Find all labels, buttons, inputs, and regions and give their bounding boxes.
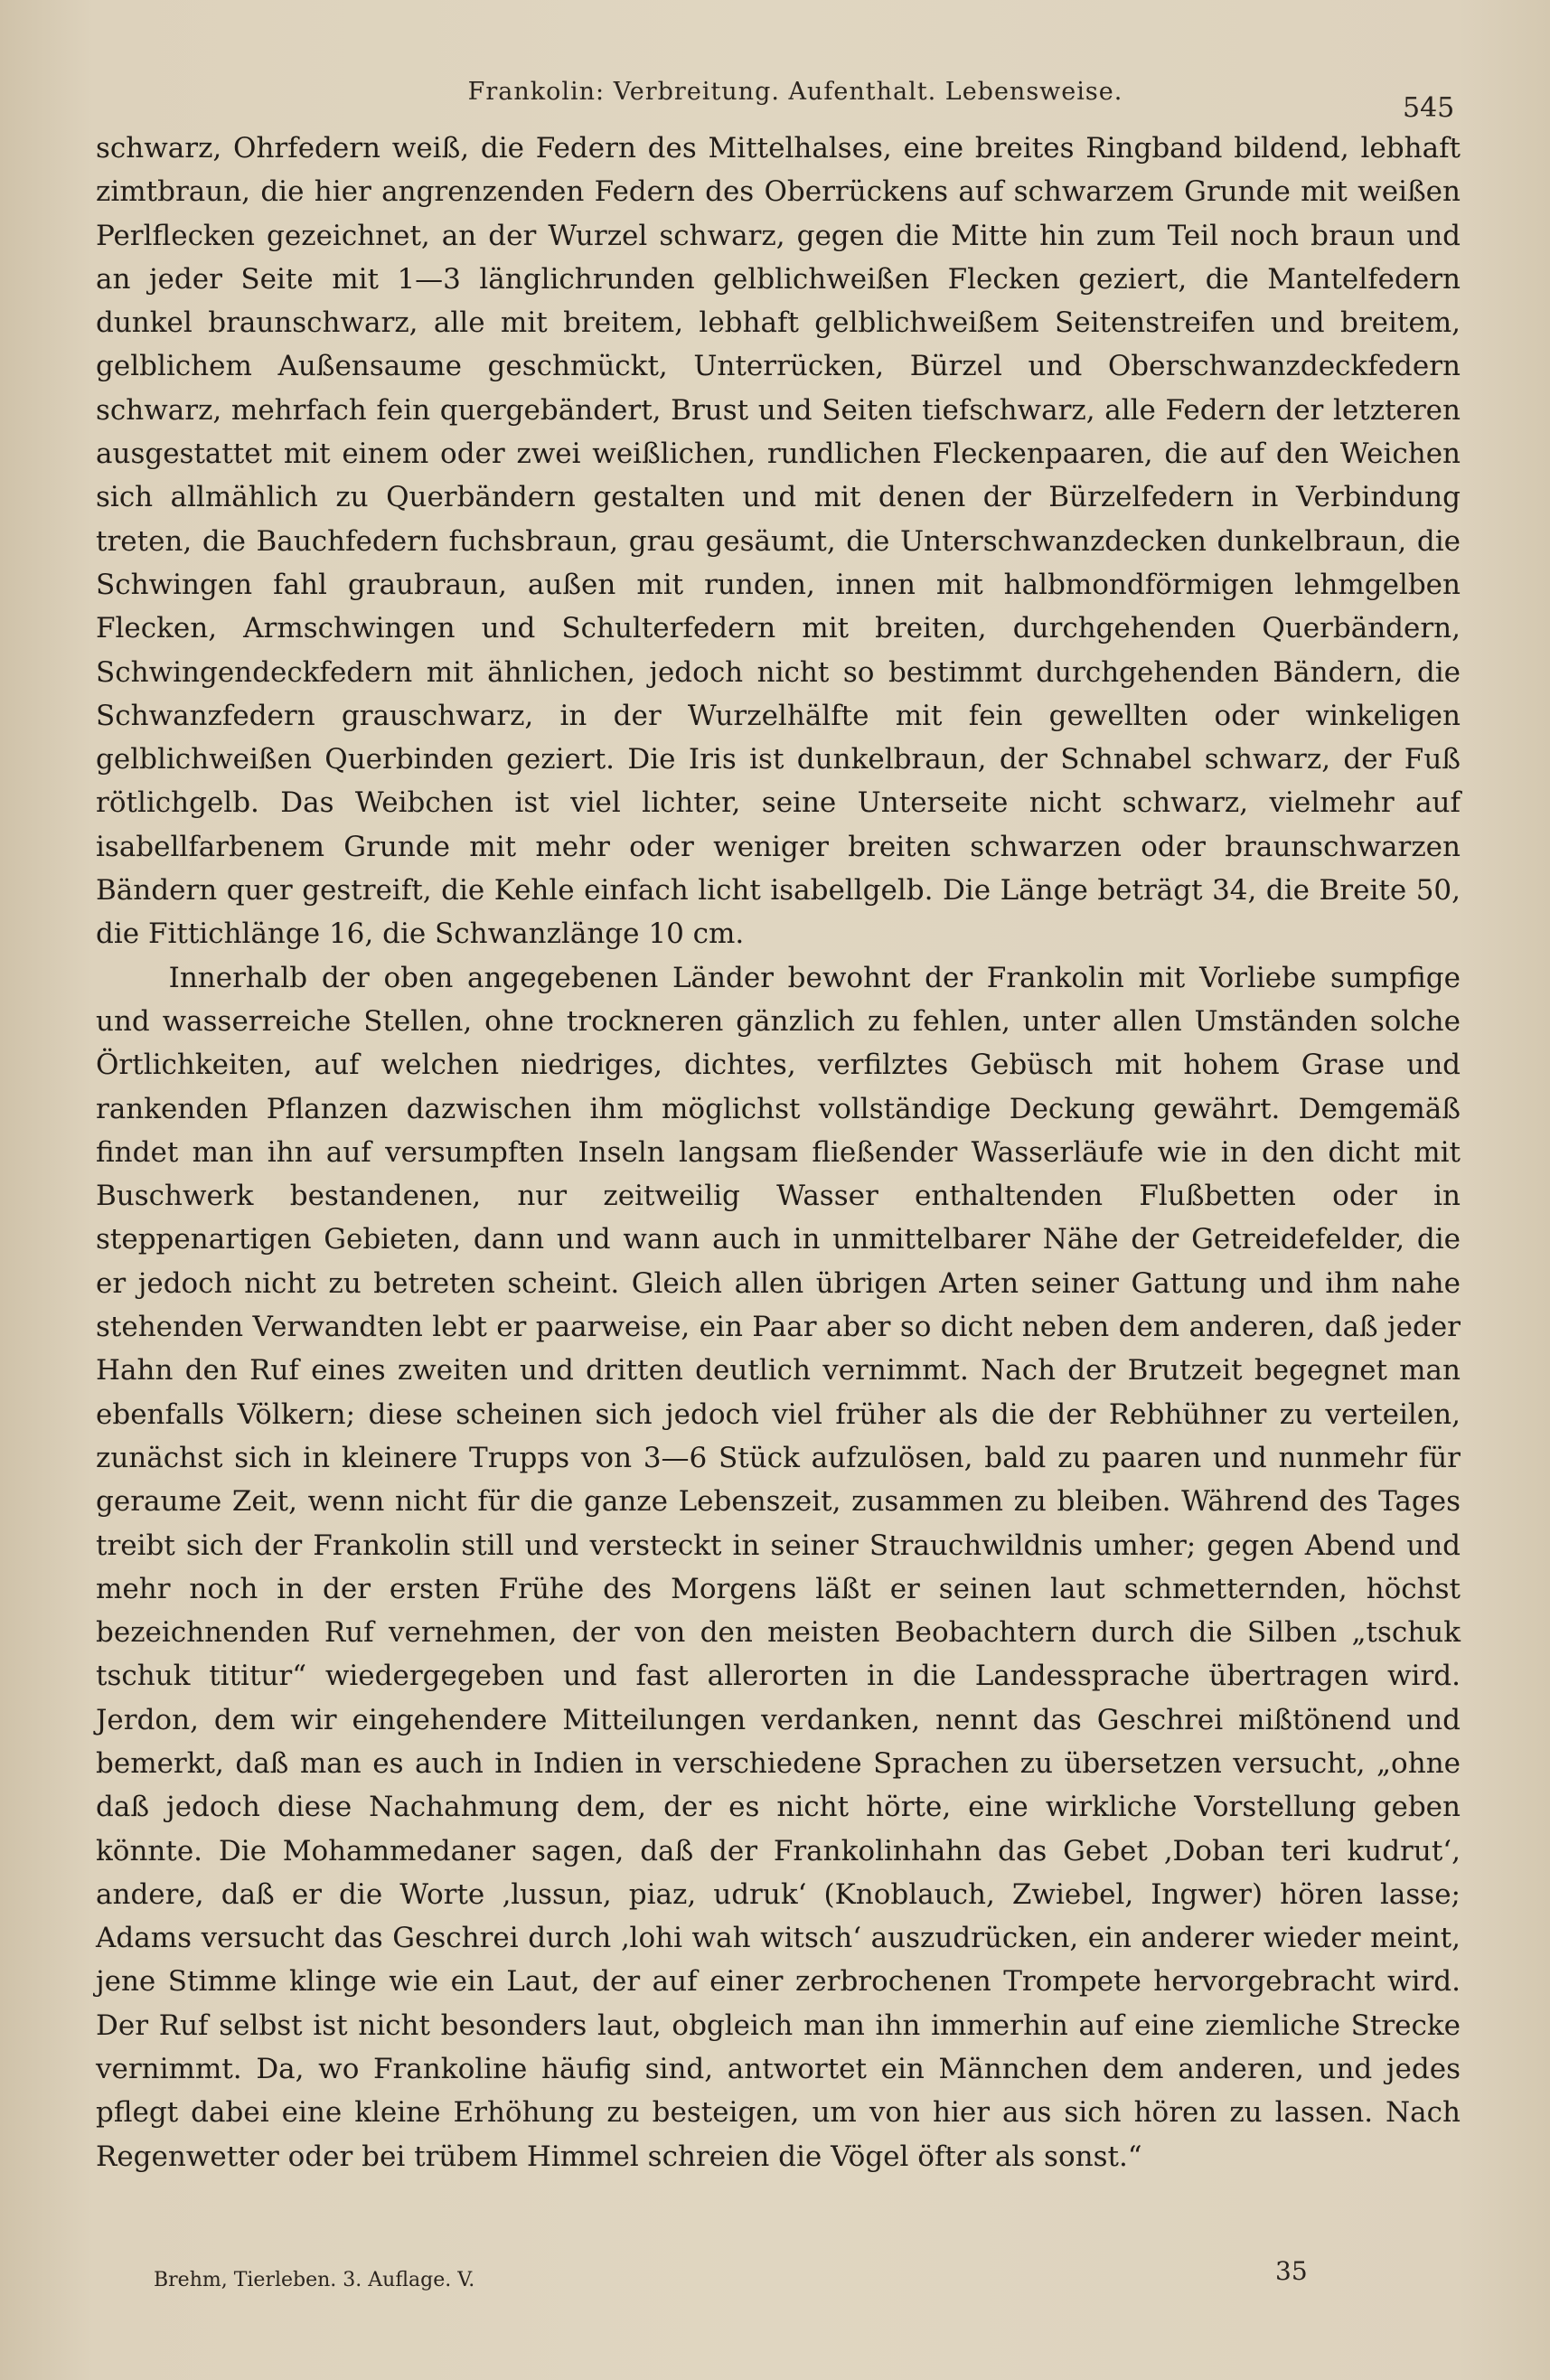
footer-signature: Brehm, Tierleben. 3. Auflage. V. <box>154 2269 475 2291</box>
page-number: 545 <box>1403 92 1455 124</box>
running-head: Frankolin: Verbreitung. Aufenthalt. Lebensweise. <box>467 78 1123 106</box>
body-text <box>96 127 1461 2178</box>
paragraph-habitat: Innerhalb der oben angegebenen Länder bewohnt der Frankolin mit Vorliebe sumpfige und wasserreiche Stellen, ohne trockneren gänzlich zu fehlen, unter allen Umständen solche Örtlichkeiten, auf welchen niedriges, dichtes, verfilztes Gebüsch mit hohem Grase und rankenden Pflanzen dazwischen ihm möglichst vollständige Deckung gewährt. Demgemäß findet man ihn auf versumpften Inseln langsam fließender Wasserläufe wie in den dicht mit Buschwerk bestandenen, nur zeitweilig Wasser enthaltenden Flußbetten oder in steppenartigen Gebieten, dann und wann auch in unmittelbarer Nähe der Getreidefelder, die er jedoch nicht zu betreten scheint. Gleich allen übrigen Arten seiner Gattung und ihm nahe stehenden Verwandten lebt er paarweise, ein Paar aber so dicht neben dem anderen, daß jeder Hahn den Ruf eines zweiten und dritten deutlich vernimmt. Nach der Brutzeit begegnet man ebenfalls Völkern; diese scheinen sich jedoch viel früher als die der Rebhühner zu verteilen, zunächst sich in kleinere Trupps von 3—6 Stück aufzulösen, bald zu paaren und nunmehr für geraume Zeit, wenn nicht für die ganze Lebenszeit, zusammen zu bleiben. Während des Tages treibt sich der Frankolin still und versteckt in seiner Strauchwildnis umher; gegen Abend und mehr noch in der ersten Frühe des Morgens läßt er seinen laut schmetternden, höchst bezeichnenden Ruf vernehmen, der von den meisten Beobachtern durch die Silben „tschuk tschuk tititur“ wiedergegeben und fast allerorten in die Landessprache übertragen wird. Jerdon, dem wir eingehendere Mitteilungen verdanken, nennt das Geschrei mißtönend und bemerkt, daß man es auch in Indien in verschiedene Sprachen zu übersetzen versucht, „ohne daß jedoch diese Nachahmung dem, der es nicht hörte, eine wirkliche Vorstellung geben könnte. Die Mohammedaner sagen, daß der Frankolinhahn das Gebet ‚Doban teri kudrut‘, andere, daß er die Worte ‚lussun, piaz, udruk‘ (Knoblauch, Zwiebel, Ingwer) hören lasse; Adams versucht das Geschrei durch ‚lohi wah witsch‘ auszudrücken, ein anderer wieder meint, jene Stimme klinge wie ein Laut, der auf einer zerbrochenen Trompete hervorgebracht wird. Der Ruf selbst ist nicht besonders laut, obgleich man ihn immerhin auf eine ziemliche Strecke vernimmt. Da, wo Frankoline häufig sind, antwortet ein Männchen dem anderen, und jedes pflegt dabei eine kleine Erhöhung zu besteigen, um von hier aus sich hören zu lassen. Nach Regenwetter oder bei trübem Himmel schreien die Vögel öfter als sonst.“ <box>96 961 1461 2173</box>
footer-sheet-number: 35 <box>1275 2256 1308 2286</box>
paragraph-description: schwarz, Ohrfedern weiß, die Federn des Mittelhalses, eine breites Ringband bildend, lebhaft zimtbraun, die hier angrenzenden Federn des Oberrückens auf schwarzem Grunde mit weißen Perlflecken gezeichnet, an der Wurzel schwarz, gegen die Mitte hin zum Teil noch braun und an jeder Seite mit 1—3 länglichrunden gelblichweißen Flecken geziert, die Mantelfedern dunkel braunschwarz, alle mit breitem, lebhaft gelblichweißem Seitenstreifen und breitem, gelblichem Außensaume geschmückt, Unterrücken, Bürzel und Oberschwanzdeckfedern schwarz, mehrfach fein quergebändert, Brust und Seiten tiefschwarz, alle Federn der letzteren ausgestattet mit einem oder zwei weißlichen, rundlichen Fleckenpaaren, die auf den Weichen sich allmählich zu Querbändern gestalten und mit denen der Bürzelfedern in Verbindung treten, die Bauchfedern fuchsbraun, grau gesäumt, die Unterschwanzdecken dunkelbraun, die Schwingen fahl graubraun, außen mit runden, innen mit halbmondförmigen lehmgelben Flecken, Armschwingen und Schulterfedern mit breiten, durchgehenden Querbändern, Schwingendeckfedern mit ähnlichen, jedoch nicht so bestimmt durchgehenden Bändern, die Schwanzfedern grauschwarz, in der Wurzelhälfte mit fein gewellten oder winkeligen gelblichweißen Querbinden geziert. Die Iris ist dunkelbraun, der Schnabel schwarz, der Fuß rötlichgelb. Das Weibchen ist viel lichter, seine Unterseite nicht schwarz, vielmehr auf isabellfarbenem Grunde mit mehr oder weniger breiten schwarzen oder braunschwarzen Bändern quer gestreift, die Kehle einfach licht isabellgelb. Die Länge beträgt 34, die Breite 50, die Fittichlänge 16, die Schwanzlänge 10 cm. <box>96 132 1461 951</box>
